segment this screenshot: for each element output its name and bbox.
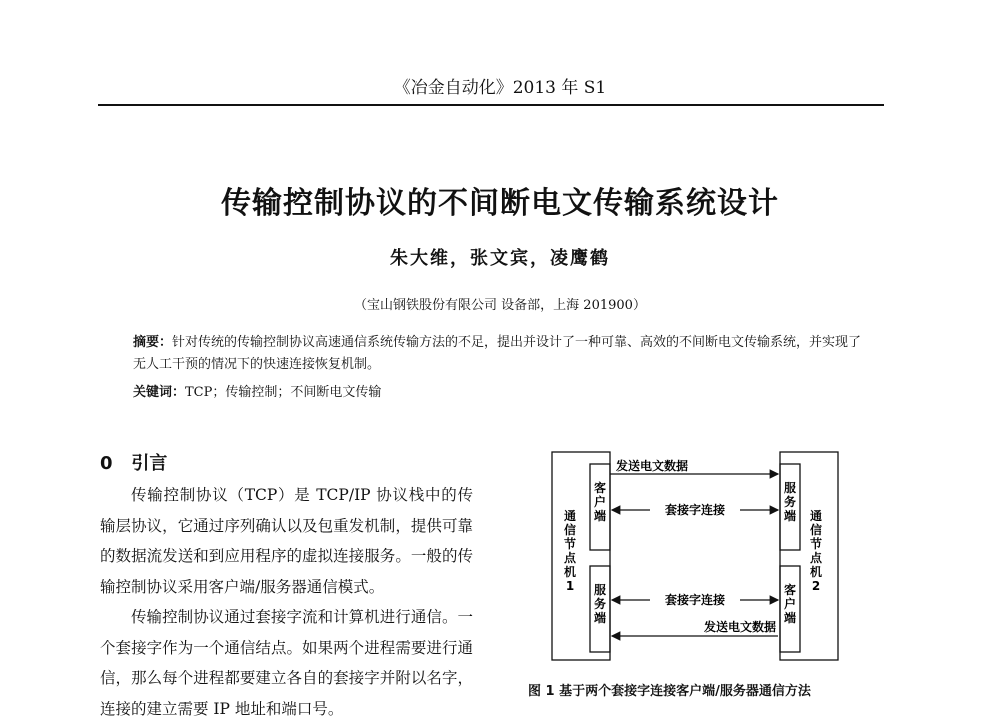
- keywords-label: 关键词：: [133, 385, 186, 400]
- send-arrow-bottom-label: 发送电文数据: [703, 620, 776, 634]
- left-bottom-role-label: 服务端: [593, 583, 607, 625]
- body-text: [100, 480, 473, 724]
- abstract-text: 针对传统的传输控制协议高速通信系统传输方法的不足，提出并设计了一种可靠、高效的不间断电文传输系统，并实现了无人工干预的情况下的快速连接恢复机制。: [133, 335, 862, 372]
- abstract-label: 摘要：: [133, 335, 173, 350]
- left-top-role-label: 客户端: [593, 481, 607, 523]
- section-number: 0: [100, 453, 113, 474]
- figure-diagram: [548, 448, 848, 670]
- keywords-text: TCP；传输控制；不间断电文传输: [185, 385, 382, 400]
- right-node-label: 通信节点机 2: [809, 509, 823, 593]
- socket-arrow-bottom-label: 套接字连接: [664, 593, 726, 607]
- left-node-label: 通信节点机 1: [563, 509, 577, 593]
- authors: 朱大维，张文宾，凌鹰鹤: [390, 248, 610, 269]
- abstract: [133, 332, 863, 376]
- send-arrow-top-label: 发送电文数据: [616, 459, 689, 473]
- right-top-role-label: 服务端: [783, 481, 797, 523]
- keywords: [133, 382, 863, 404]
- figure-caption: 图 1 基于两个套接字连接客户端/服务器通信方法: [528, 684, 811, 699]
- section-heading: [100, 449, 167, 475]
- socket-arrow-top-label: 套接字连接: [664, 503, 726, 517]
- journal-header: 《冶金自动化》2013 年 S1: [393, 78, 607, 98]
- paragraph: 传输控制协议通过套接字流和计算机进行通信。一个套接字作为一个通信结点。如果两个进程需要进行通信，那么每个进程都要建立各自的套接字并附以名字，连接的建立需要 IP 地址和端口号。: [100, 608, 473, 718]
- header-rule: [98, 104, 884, 106]
- paragraph: 传输控制协议（TCP）是 TCP/IP 协议栈中的传输层协议，它通过序列确认以及包重发机制，提供可靠的数据流发送和到应用程序的虚拟连接服务。一般的传输控制协议采用客户端/服务器通信模式。: [100, 486, 473, 596]
- right-bottom-role-label: 客户端: [783, 583, 797, 625]
- paper-title: 传输控制协议的不间断电文传输系统设计: [221, 186, 779, 221]
- affiliation: （宝山钢铁股份有限公司 设备部，上海 201900）: [354, 298, 646, 313]
- section-title: 引言: [131, 453, 168, 474]
